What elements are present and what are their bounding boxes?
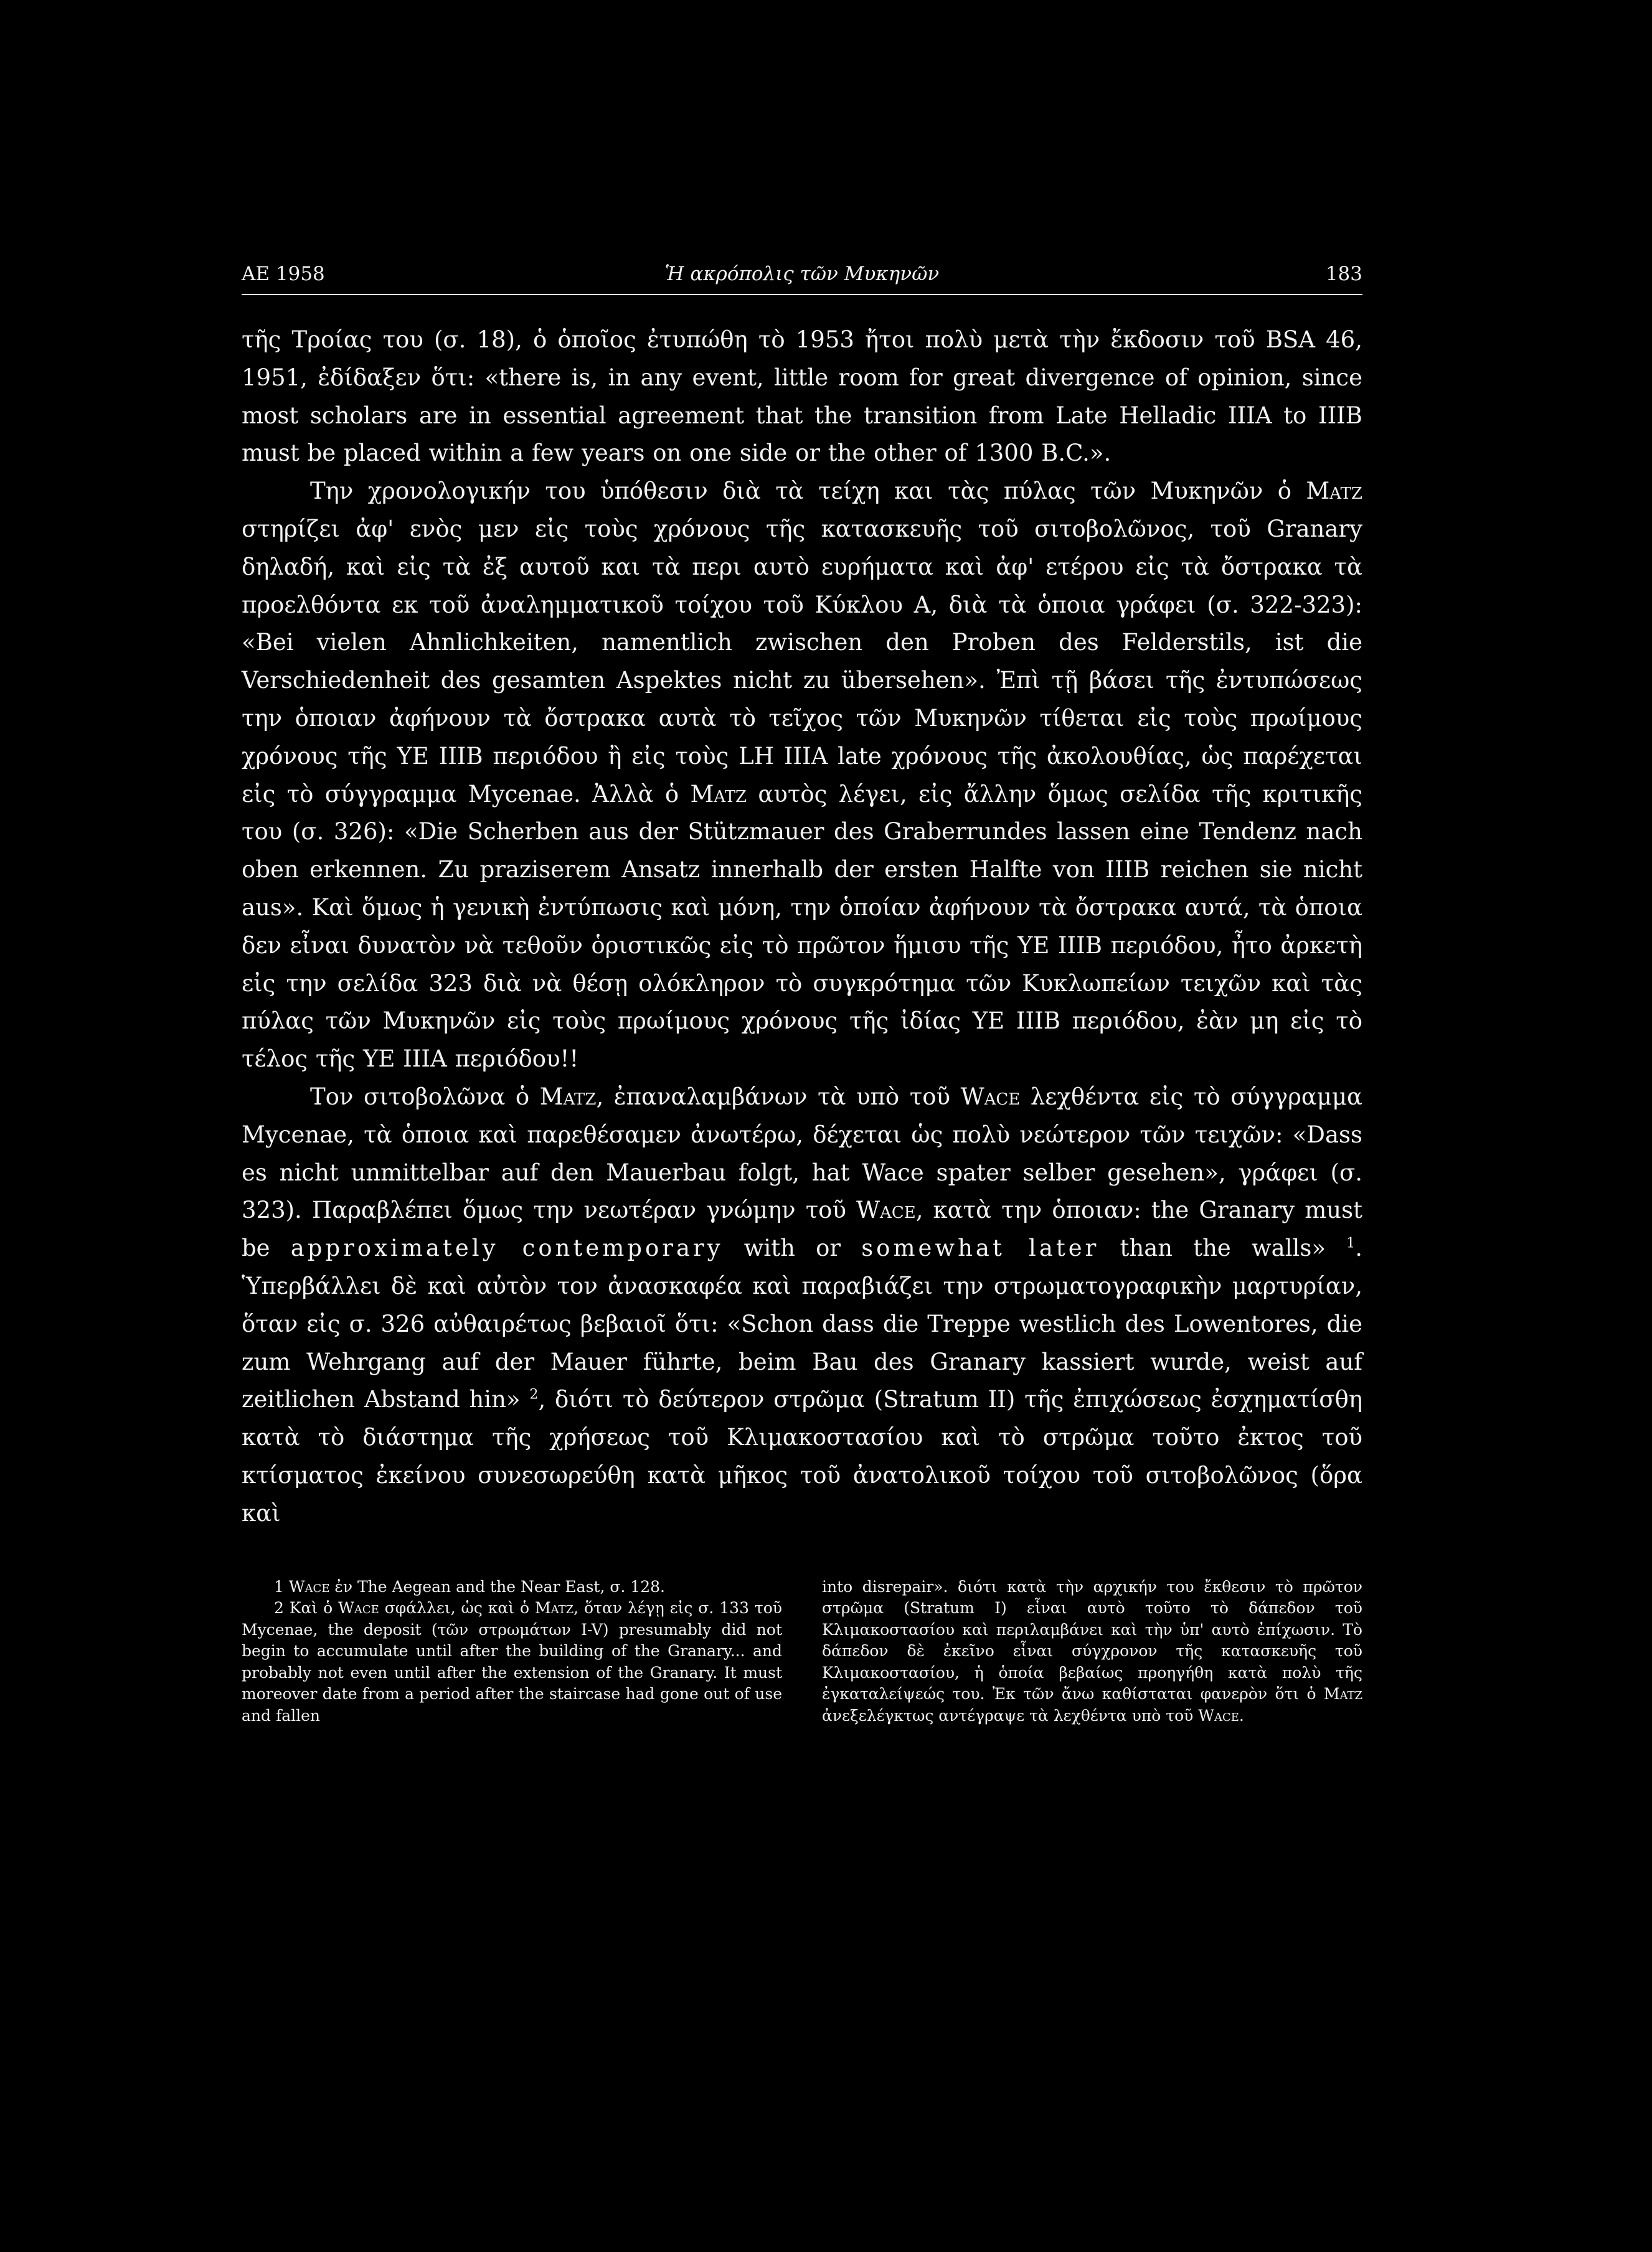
footnote-2-continued xyxy=(822,1576,1362,1727)
page-number: 183 xyxy=(1325,263,1362,285)
footnote-2-cont-part-b: ἀνεξελέγκτως αντέγραψε τὰ λεχθέντα υπὸ τοῦ xyxy=(822,1706,1199,1725)
spaced-emphasis: approximately contemporary xyxy=(290,1235,724,1262)
author-name-matz: Matz xyxy=(535,1599,574,1617)
author-name-wace: Wace xyxy=(856,1197,916,1224)
paragraph-3-part-d: , κατὰ την ὁποιαν: the Granary must be xyxy=(242,1197,1362,1262)
author-name-wace: Wace xyxy=(288,1577,330,1596)
running-title: Ἡ ακρόπολις τῶν Μυκηνῶν xyxy=(664,263,940,285)
author-name-matz: Matz xyxy=(539,1083,597,1110)
paragraph-3-part-e: with or xyxy=(723,1235,862,1262)
footnotes xyxy=(242,1576,1362,1727)
paragraph-3-part-c: λεχθέντα εἰς τὸ σύγγραμμα Mycenae, τὰ ὁποια καὶ παρεθέσαμεν ἀνωτέρω, δέχεται ὡς πολὺ νεώτερον τῶν τειχῶν: «Dass es nicht unmittelbar auf den Mauerbau folgt, hat Wace spater selber gesehen», γράφει (σ. 323). Παραβλέπει ὅμως την νεωτέραν γνώμην τοῦ xyxy=(242,1083,1362,1224)
footnote-marker-2: 2 xyxy=(529,1386,539,1403)
footnote-1-text: ἐν The Aegean and the Near East, σ. 128. xyxy=(329,1577,665,1596)
footnote-2-part-c: , ὅταν λέγῃ εἰς σ. 133 τοῦ Mycenae, the deposit (τῶν στρωμάτων I-V) presumably did not begin to accumulate until after the building of the Granary... and probably not even until after the extension of the Granary. It must moreover date from a period after the staircase had gone out of use and fallen xyxy=(242,1599,782,1725)
footnote-2-cont-part-a: into disrepair». διότι κατὰ τὴν αρχικήν του ἔκθεσιν τὸ πρῶτον στρῶμα (Stratum I) εἶναι αυτὸ τοῦτο τὸ δάπεδον τοῦ Κλιμακοστασίου καὶ περιλαμβάνει καὶ τὴν ὑπ' αυτὸ ἐπίχωσιν. Τὸ δάπεδον δὲ ἐκεῖνο εἶναι σύγχρονον τῆς κατασκευῆς τοῦ Κλιμακοστασίου, ἡ ὁποία βεβαίως προηγήθη κατὰ πολὺ τῆς ἐγκαταλείψεώς του. Ἐκ τῶν ἄνω καθίσταται φανερὸν ὅτι ὁ xyxy=(822,1577,1362,1703)
journal-reference: ΑΕ 1958 xyxy=(242,263,325,285)
paragraph-3-part-a: Τον σιτοβολῶνα ὁ xyxy=(310,1083,540,1110)
document-page xyxy=(242,258,1362,1727)
running-head xyxy=(242,258,1362,290)
footnote-2-cont-part-c: . xyxy=(1239,1706,1244,1725)
header-rule xyxy=(242,294,1362,295)
paragraph-3-part-h: , διότι τὸ δεύτερον στρῶμα (Stratum II) τῆς ἐπιχώσεως ἐσχηματίσθη κατὰ τὸ διάστημα τῆς χρήσεως τοῦ Κλιμακοστασίου καὶ τὸ στρῶμα τοῦτο ἐκτος τοῦ κτίσματος ἐκείνου συνεσωρεύθη κατὰ μῆκος τοῦ ἀνατολικοῦ τοίχου τοῦ σιτοβολῶνος (ὅρα καὶ xyxy=(242,1386,1362,1527)
paragraph-3-part-g: . Ὑπερβάλλει δὲ καὶ αὐτὸν τον ἀνασκαφέα καὶ παραβιάζει την στρωματογραφικὴν μαρτυρίαν, ὅταν εἰς σ. 326 αὐθαιρέτως βεβαιοῖ ὅτι: «Schon dass die Treppe westlich des Lowentores, die zum Wehrgang auf der Mauer führte, beim Bau des Granary kassiert wurde, weist auf zeitlichen Abstand hin» xyxy=(242,1235,1363,1413)
author-name-matz: Matz xyxy=(1306,478,1362,505)
footnote-1 xyxy=(242,1576,782,1598)
author-name-wace: Wace xyxy=(338,1599,379,1617)
footnote-marker-1: 1 xyxy=(1346,1235,1356,1251)
footnote-2-part-b: σφάλλει, ὡς καὶ ὁ xyxy=(379,1599,536,1617)
footnotes-column-right xyxy=(822,1576,1362,1727)
author-name-wace: Wace xyxy=(1198,1706,1239,1725)
paragraph-1: τῆς Τροίας του (σ. 18), ὁ ὁποῖος ἐτυπώθη τὸ 1953 ἤτοι πολὺ μετὰ τὴν ἔκδοσιν τοῦ BSA 46, 1951, ἐδίδαξεν ὅτι: «there is, in any event, little room for great divergence of opinion, since most scholars are in essential agreement that the transition from Late Helladic IIIA to IIIB must be placed within a few years on one side or the other of 1300 B.C.». xyxy=(242,326,1362,467)
footnote-2-number: 2 xyxy=(274,1599,284,1617)
author-name-wace: Wace xyxy=(960,1083,1021,1110)
paragraph-3-part-f: than the walls» xyxy=(1099,1235,1347,1262)
spaced-emphasis: somewhat later xyxy=(861,1235,1100,1262)
paragraph-2-part-b: στηρίζει ἀφ' ενὸς μεν εἰς τοὺς χρόνους τῆς κατασκευῆς τοῦ σιτοβολῶνος, τοῦ Granary δηλαδή, καὶ εἰς τὰ ἐξ αυτοῦ και τὰ περι αυτὸ ευρήματα καὶ ἀφ' ετέρου εἰς τὰ ὄστρακα τὰ προελθόντα εκ τοῦ ἀναλημματικοῦ τοίχου τοῦ Κύκλου Α, διὰ τὰ ὁποια γράφει (σ. 322-323): «Bei vielen Ahnlichkeiten, namentlich zwischen den Proben des Felderstils, ist die Verschiedenheit des gesamten Aspektes nicht zu übersehen». Ἐπὶ τῇ βάσει τῆς ἐντυπώσεως την ὁποιαν ἀφήνουν τὰ ὄστρακα αυτὰ τὸ τεῖχος τῶν Μυκηνῶν τίθεται εἰς τοὺς πρωίμους χρόνους τῆς ΥΕ IIIB περιόδου ἢ εἰς τοὺς LH IIIA late χρόνους τῆς ἀκολουθίας, ὡς παρέχεται εἰς τὸ σύγγραμμα Mycenae. Ἀλλὰ ὁ xyxy=(242,515,1362,808)
author-name-matz: Matz xyxy=(690,780,747,808)
paragraph-2-part-a: Την χρονολογικήν του ὑπόθεσιν διὰ τὰ τείχη και τὰς πύλας τῶν Μυκηνῶν ὁ xyxy=(310,478,1306,505)
paragraph-3-part-b: , ἐπαναλαμβάνων τὰ υπὸ τοῦ xyxy=(596,1083,961,1110)
footnote-2 xyxy=(242,1598,782,1727)
paragraph-2 xyxy=(242,473,1362,1078)
footnote-2-part-a: Καὶ ὁ xyxy=(283,1599,339,1617)
footnote-1-number: 1 xyxy=(274,1577,284,1596)
main-text xyxy=(242,321,1362,1533)
paragraph-2-part-c: αυτὸς λέγει, εἰς ἄλλην ὅμως σελίδα τῆς κριτικῆς του (σ. 326): «Die Scherben aus der Stützmauer des Graberrundes lassen eine Tendenz nach oben erkennen. Zu praziserem Ansatz innerhalb der ersten Halfte von IIIB reichen sie nicht aus». Καὶ ὅμως ἡ γενικὴ ἐντύπωσις καὶ μόνη, την ὁποίαν ἀφήνουν τὰ ὄστρακα αυτά, τὰ ὁποια δεν εἶναι δυνατὸν νὰ τεθοῦν ὁριστικῶς εἰς τὸ πρῶτον ἥμισυ τῆς ΥΕ IIIB περιόδου, ἦτο ἀρκετὴ εἰς την σελίδα 323 διὰ νὰ θέσῃ ολόκληρον τὸ συγκρότημα τῶν Κυκλωπείων τειχῶν καὶ τὰς πύλας τῶν Μυκηνῶν εἰς τοὺς πρωίμους χρόνους τῆς ἰδίας ΥΕ IIIB περιόδου, ἐὰν μη εἰς τὸ τέλος τῆς ΥΕ IIIA περιόδου!! xyxy=(242,780,1362,1073)
footnotes-column-left xyxy=(242,1576,782,1727)
paragraph-3 xyxy=(242,1078,1362,1533)
author-name-matz: Matz xyxy=(1323,1685,1362,1703)
